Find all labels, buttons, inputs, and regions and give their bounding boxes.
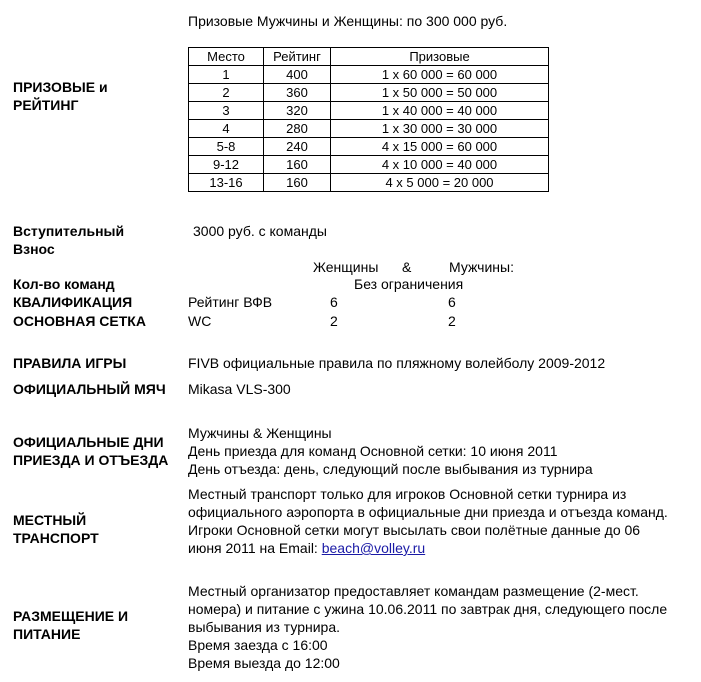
cell-place: 13-16 — [189, 174, 264, 192]
cell-prize: 4 x 5 000 = 20 000 — [331, 174, 549, 192]
qual-women: 6 — [330, 294, 338, 310]
rules-value: FIVB официальные правила по пляжному волейболу 2009-2012 — [188, 355, 606, 371]
table-row — [189, 174, 549, 192]
transport-label-line2: ТРАНСПОРТ — [13, 530, 99, 546]
arrival-line2: День приезда для команд Основной сетки: 10 июня 2011 — [188, 443, 558, 459]
lodging-line3: выбывания из турнира. — [188, 619, 341, 635]
prize-label-line1: ПРИЗОВЫЕ и — [13, 79, 108, 95]
arrival-text — [188, 424, 593, 478]
table-row — [189, 102, 549, 120]
table-row — [189, 120, 549, 138]
cell-prize: 1 x 30 000 = 30 000 — [331, 120, 549, 138]
ball-label: ОФИЦИАЛЬНЫЙ МЯЧ — [13, 381, 166, 397]
cell-place: 5-8 — [189, 138, 264, 156]
rules-label: ПРАВИЛА ИГРЫ — [13, 355, 127, 371]
cell-rating: 400 — [264, 66, 331, 84]
table-row — [189, 156, 549, 174]
lodging-label-line2: ПИТАНИЕ — [13, 626, 81, 642]
transport-label — [13, 511, 99, 547]
lodging-line4: Время заезда с 16:00 — [188, 637, 328, 653]
main-draw-label: ОСНОВНАЯ СЕТКА — [13, 313, 146, 329]
lodging-label — [13, 607, 128, 643]
cell-rating: 160 — [264, 174, 331, 192]
header-prize: Призовые — [331, 48, 549, 66]
prize-label-line2: РЕЙТИНГ — [13, 97, 79, 113]
cell-place: 2 — [189, 84, 264, 102]
men-header: Мужчины: — [449, 259, 514, 275]
transport-line4 — [188, 539, 668, 557]
email-link[interactable]: beach@volley.ru — [321, 540, 426, 556]
cell-prize: 4 x 15 000 = 60 000 — [331, 138, 549, 156]
prize-label — [13, 78, 108, 114]
fee-label-line2: Взнос — [13, 241, 55, 257]
cell-prize: 4 x 10 000 = 40 000 — [331, 156, 549, 174]
main-women: 2 — [330, 313, 338, 329]
cell-rating: 240 — [264, 138, 331, 156]
lodging-label-line1: РАЗМЕЩЕНИЕ И — [13, 608, 129, 624]
cell-place: 4 — [189, 120, 264, 138]
table-row — [189, 66, 549, 84]
cell-prize: 1 x 40 000 = 40 000 — [331, 102, 549, 120]
arrival-label-line2: ПРИЕЗДА И ОТЪЕЗДА — [13, 452, 169, 468]
qual-men: 6 — [448, 294, 456, 310]
lodging-text — [188, 582, 667, 672]
transport-label-line1: МЕСТНЫЙ — [13, 512, 87, 528]
team-count-label: Кол-во команд — [13, 276, 115, 292]
cell-rating: 280 — [264, 120, 331, 138]
cell-place: 9-12 — [189, 156, 264, 174]
main-source: WC — [188, 313, 212, 329]
fee-label — [13, 222, 124, 258]
main-men: 2 — [448, 313, 456, 329]
fee-value: 3000 руб. с команды — [193, 223, 327, 239]
transport-line3: Игроки Основной сетки могут высылать свои полётные данные до 06 — [188, 522, 641, 538]
transport-line4-prefix: июня 2011 на Email: — [188, 540, 322, 556]
cell-prize: 1 x 60 000 = 60 000 — [331, 66, 549, 84]
transport-line2: официального аэропорта в официальные дни приезда и отъезда команд. — [188, 504, 668, 520]
cell-place: 3 — [189, 102, 264, 120]
lodging-line5: Время выезда до 12:00 — [188, 655, 340, 671]
arrival-label-line1: ОФИЦИАЛЬНЫЕ ДНИ — [13, 434, 164, 450]
no-limit-text: Без ограничения — [354, 276, 464, 292]
women-header: Женщины — [313, 259, 379, 275]
cell-rating: 360 — [264, 84, 331, 102]
lodging-line1: Местный организатор предоставляет командам размещение (2-мест. — [188, 583, 639, 599]
qualification-label: КВАЛИФИКАЦИЯ — [13, 294, 133, 310]
prize-table-header — [189, 48, 549, 66]
amp-separator: & — [402, 259, 412, 275]
prize-table — [188, 47, 549, 192]
arrival-line1: Мужчины & Женщины — [188, 425, 332, 441]
arrival-label — [13, 433, 168, 469]
fee-label-line1: Вступительный — [13, 223, 125, 239]
cell-prize: 1 x 50 000 = 50 000 — [331, 84, 549, 102]
lodging-line2: номера) и питание с ужина 10.06.2011 по завтрак дня, следующего после — [188, 601, 668, 617]
table-row — [189, 84, 549, 102]
table-row — [189, 138, 549, 156]
header-place: Место — [189, 48, 264, 66]
transport-text — [188, 485, 668, 557]
header-rating: Рейтинг — [264, 48, 331, 66]
ball-value: Mikasa VLS-300 — [188, 381, 291, 397]
arrival-line3: День отъезда: день, следующий после выбывания из турнира — [188, 461, 593, 477]
cell-place: 1 — [189, 66, 264, 84]
cell-rating: 320 — [264, 102, 331, 120]
transport-line1: Местный транспорт только для игроков Основной сетки турнира из — [188, 486, 627, 502]
prize-intro: Призовые Мужчины и Женщины: по 300 000 руб. — [188, 13, 508, 29]
cell-rating: 160 — [264, 156, 331, 174]
qual-source: Рейтинг ВФВ — [188, 294, 273, 310]
